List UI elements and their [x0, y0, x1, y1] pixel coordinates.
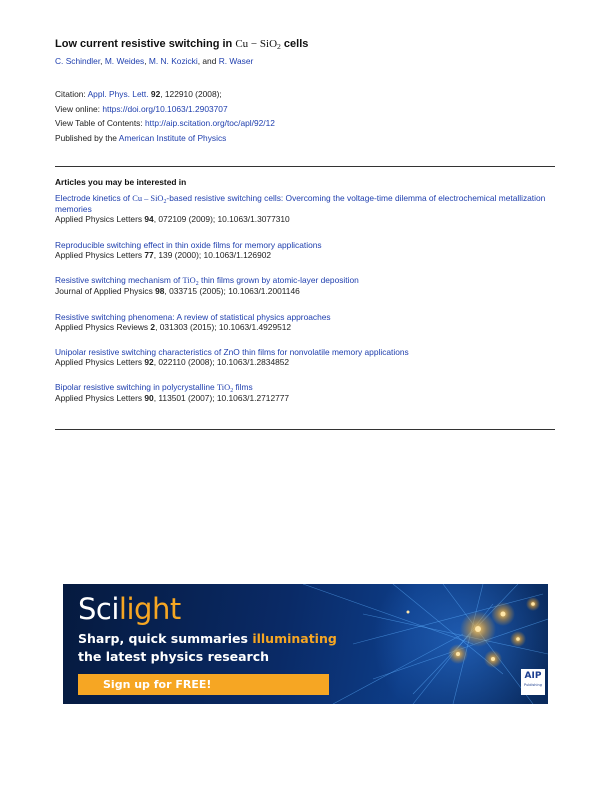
related-article [55, 240, 555, 260]
chemical-formula: Cu – SiO$_2$ [132, 194, 167, 205]
related-article-citation: Journal of Applied Physics 98, 033715 (2005); 10.1063/1.2001146 [55, 286, 300, 296]
paper-title: Low current resistive switching in Cu − SiO$_2$ cells [55, 38, 309, 51]
related-article-citation: Applied Physics Reviews 2, 031303 (2015); 10.1063/1.4929512 [55, 322, 292, 332]
aip-publishing-logo: AIP Publishing [521, 669, 545, 695]
banner-tagline: Sharp, quick summaries illuminating the latest physics research [78, 631, 337, 664]
scilight-logo: Scilight [78, 592, 181, 626]
title-formula: Cu − SiO$_2$ [235, 38, 281, 51]
author-separator: , and [197, 56, 219, 66]
author-separator: , [100, 56, 105, 66]
related-article-title-link[interactable]: Resistive switching phenomena: A review of statistical physics approaches [55, 312, 331, 322]
related-article-citation: Applied Physics Letters 92, 022110 (2008); 10.1063/1.2834852 [55, 357, 290, 367]
citation-journal-link[interactable]: Appl. Phys. Lett. [87, 89, 149, 99]
sign-up-button[interactable]: Sign up for FREE! [78, 674, 329, 695]
paper-header [55, 38, 555, 146]
related-article [55, 312, 555, 332]
related-article-citation: Applied Physics Letters 94, 072109 (2009); 10.1063/1.3077310 [55, 214, 290, 224]
related-article [55, 347, 555, 367]
view-online-line: View online: https://doi.org/10.1063/1.2903707 [55, 103, 228, 114]
author-separator: , [144, 56, 149, 66]
related-heading: Articles you may be interested in [55, 177, 187, 187]
related-article [55, 382, 555, 403]
related-article-citation: Applied Physics Letters 90, 113501 (2007); 10.1063/1.2712777 [55, 393, 290, 403]
publisher-line: Published by the American Institute of Physics [55, 133, 227, 144]
citation-line: Citation: Appl. Phys. Lett. 92, 122910 (2008); [55, 89, 222, 99]
author-link[interactable]: M. N. Kozicki [148, 56, 198, 66]
related-article [55, 193, 555, 224]
related-article-citation: Applied Physics Letters 77, 139 (2000); 10.1063/1.126902 [55, 250, 272, 260]
related-article-title-link[interactable]: Reproducible switching effect in thin oxide films for memory applications [55, 240, 322, 250]
doi-link[interactable]: https://doi.org/10.1063/1.2903707 [102, 103, 228, 114]
author-link[interactable]: M. Weides [104, 56, 145, 66]
scilight-ad-banner[interactable] [63, 584, 548, 704]
bottom-divider [55, 429, 555, 430]
related-article [55, 275, 555, 296]
publisher-link[interactable]: American Institute of Physics [118, 133, 227, 144]
author-link[interactable]: C. Schindler [55, 56, 101, 66]
related-article-title-link[interactable]: Electrode kinetics of Cu – SiO$_2$-based resistive switching cells: Overcoming the voltage-time dilemma of electrochemical metallization memories [55, 193, 546, 214]
related-article-title-link[interactable]: Unipolar resistive switching characteristics of ZnO thin films for nonvolatile memory applications [55, 347, 409, 357]
toc-link[interactable]: http://aip.scitation.org/toc/apl/92/12 [145, 118, 275, 129]
related-article-title-link[interactable]: Resistive switching mechanism of TiO$_2$ thin films grown by atomic-layer deposition [55, 275, 359, 287]
toc-line: View Table of Contents: http://aip.scitation.org/toc/apl/92/12 [55, 118, 275, 129]
chemical-formula: TiO$_2$ [182, 276, 199, 287]
related-article-title-link[interactable]: Bipolar resistive switching in polycrystalline TiO$_2$ films [55, 382, 253, 394]
chemical-formula: TiO$_2$ [216, 383, 234, 394]
top-divider [55, 166, 555, 167]
author-list [55, 56, 555, 67]
author-link[interactable]: R. Waser [218, 56, 254, 66]
